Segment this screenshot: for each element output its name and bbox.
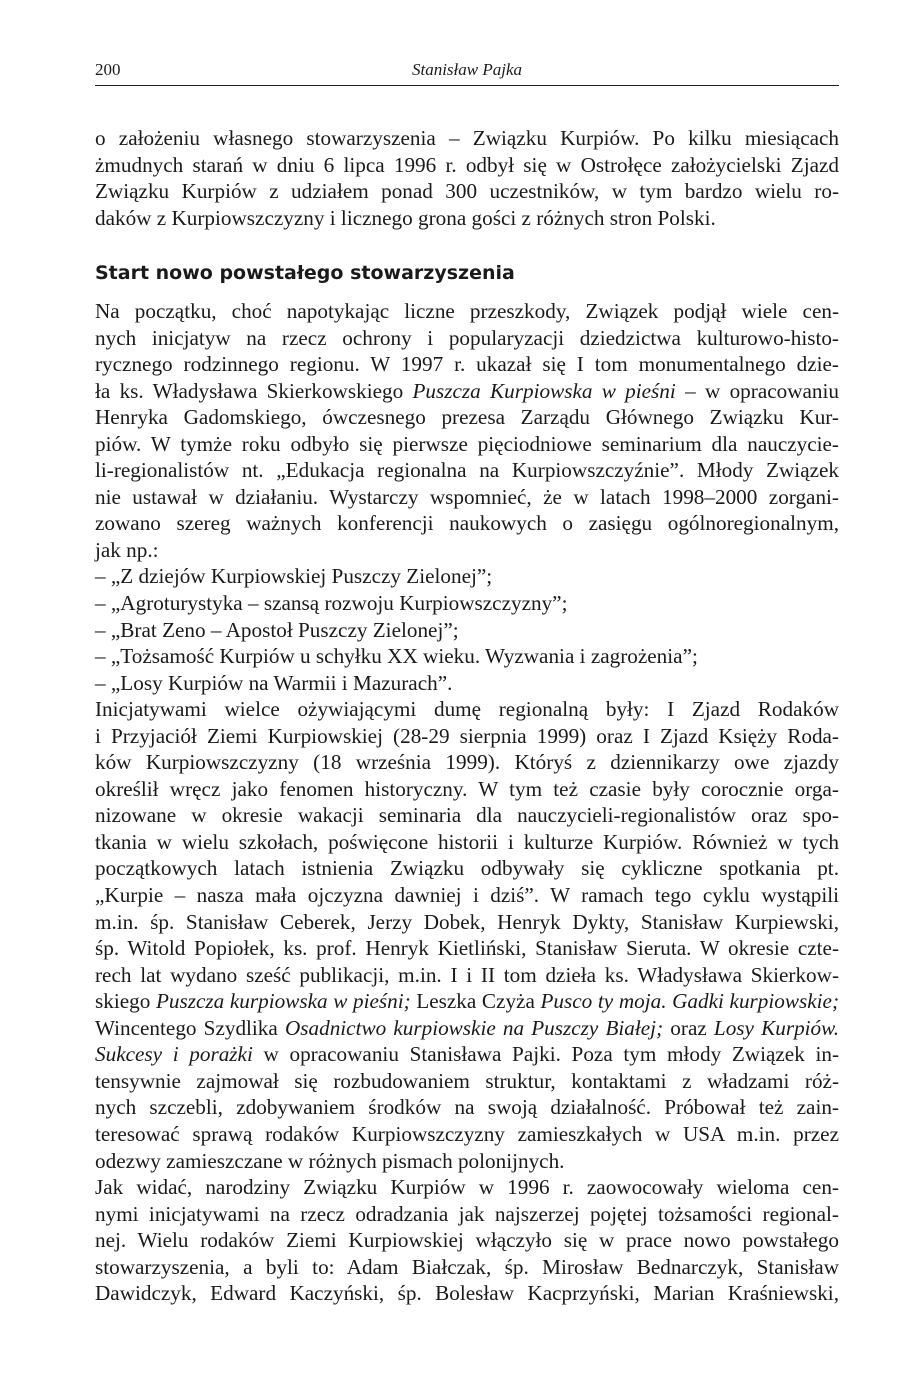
text-run: w opracowaniu Stanisława Pajki. Poza tym młody Związek in- <box>252 1042 840 1067</box>
text-line: Dawidczyk, Edward Kaczyński, śp. Bolesław Kacprzyński, Marian Kraśniewski, <box>95 1281 839 1306</box>
text-line: „Kurpie – nasza mała ojczyzna dawniej i dziś”. W ramach tego cyklu wystąpili <box>95 883 839 908</box>
text-line: Na początku, choć napotykając liczne przeszkody, Związek podjął wiele cen- <box>95 299 839 323</box>
text-line: nej. Wielu rodaków Ziemi Kurpiowskiej włączyło się w prace nowo powstałego <box>95 1228 839 1253</box>
list-item: – „Tożsamość Kurpiów u schyłku XX wieku. Wyzwania i zagrożenia”; <box>95 644 698 669</box>
text-line: zowano szereg ważnych konferencji naukowych o zasięgu ogólnoregionalnym, <box>95 511 839 536</box>
header-rule <box>95 85 839 86</box>
intro-paragraph <box>95 125 839 231</box>
section-heading: Start nowo powstałego stowarzyszenia <box>95 262 515 284</box>
conference-list <box>95 563 839 696</box>
text-run: – w opracowaniu <box>675 378 839 403</box>
book-title: Osadnictwo kurpiowskie na Puszczy Białej; <box>284 1015 664 1040</box>
text-line: śp. Witold Popiołek, ks. prof. Henryk Kietliński, Stanisław Sieruta. W okresie czte- <box>95 936 839 961</box>
book-title: Puszcza kurpiowska w pieśni; <box>155 989 411 1014</box>
text-line: nizowane w okresie wakacji seminaria dla nauczycieli-regionalistów oraz spo- <box>95 803 839 828</box>
text-line: Związku Kurpiów z udziałem ponad 300 uczestników, w tym bardzo wielu ro- <box>95 179 839 204</box>
text-line: i Przyjaciół Ziemi Kurpiowskiej (28-29 sierpnia 1999) oraz I Zjazd Księży Roda- <box>95 723 839 748</box>
text-line: rech lat wydano sześć publikacji, m.in. I i II tom dzieła ks. Władysława Skierkow- <box>95 962 839 987</box>
text-line: m.in. śp. Stanisław Ceberek, Jerzy Dobek, Henryk Dykty, Stanisław Kurpiewski, <box>95 909 839 934</box>
text-line: daków z Kurpiowszczyzny i licznego grona gości z różnych stron Polski. <box>95 205 716 230</box>
text-run: Wincentego Szydlika <box>95 1015 285 1040</box>
text-line: Jak widać, narodziny Związku Kurpiów w 1996 r. zaowocowały wieloma cen- <box>95 1175 839 1200</box>
paragraph-2 <box>95 696 839 1174</box>
text-line: nie ustawał w działaniu. Wystarczy wspomnieć, że w latach 1998–2000 zorgani- <box>95 484 839 509</box>
text-line: jak np.: <box>95 537 159 562</box>
book-title: Pusco ty moja. Gadki kurpiowskie; <box>540 989 839 1014</box>
list-item: – „Losy Kurpiów na Warmii i Mazurach”. <box>95 670 453 695</box>
text-line: tkania w wielu szkołach, poświęcone historii i kulturze Kurpiów. Również w tych <box>95 829 839 854</box>
text-line: o założeniu własnego stowarzyszenia – Związku Kurpiów. Po kilku miesiącach <box>95 126 839 150</box>
text-line: żmudnych starań w dniu 6 lipca 1996 r. odbył się w Ostrołęce założycielski Zjazd <box>95 152 839 177</box>
book-title: Losy Kurpiów. <box>713 1015 840 1040</box>
text-line: teresować sprawą rodaków Kurpiowszczyzny zamieszkałych w USA m.in. przez <box>95 1121 839 1146</box>
book-title: Sukcesy i porażki <box>95 1042 253 1067</box>
text-run: skiego <box>95 989 156 1014</box>
text-run: Leszka Czyża <box>410 989 541 1014</box>
running-title: Stanisław Pajka <box>411 60 523 79</box>
list-item: – „Z dziejów Kurpiowskiej Puszczy Zielonej”; <box>95 564 493 589</box>
text-line: odezwy zamieszczane w różnych pismach polonijnych. <box>95 1148 565 1173</box>
text-line: tensywnie zajmował się rozbudowaniem struktur, kontaktami z władzami róż- <box>95 1068 839 1093</box>
text-line: Inicjatywami wielce ożywiającymi dumę regionalną były: I Zjazd Rodaków <box>95 697 839 722</box>
running-head <box>95 60 839 84</box>
text-line: ków Kurpiowszczyzny (18 września 1999). Któryś z dziennikarzy owe zjazdy <box>95 750 839 775</box>
paragraph-1 <box>95 298 839 563</box>
text-line: nych szczebli, zdobywaniem środków na swoją działalność. Próbował też zain- <box>95 1095 839 1120</box>
body-text <box>95 298 839 1307</box>
text-line: początkowych latach istnienia Związku odbywały się cykliczne spotkania pt. <box>95 856 839 881</box>
paragraph-3 <box>95 1174 839 1307</box>
list-item: – „Brat Zeno – Apostoł Puszczy Zielonej”; <box>95 617 459 642</box>
text-line <box>95 1041 839 1068</box>
text-line: piów. W tymże roku odbyło się pierwsze pięciodniowe seminarium dla nauczycie- <box>95 431 839 456</box>
text-run: ła ks. Władysława Skierkowskiego <box>95 378 404 403</box>
text-line: li-regionalistów nt. „Edukacja regionalna na Kurpiowszczyźnie”. Młody Związek <box>95 458 839 483</box>
book-title: Puszcza Kurpiowska w pieśni <box>412 378 676 403</box>
list-item: – „Agroturystyka – szansą rozwoju Kurpiowszczyzny”; <box>95 591 568 616</box>
text-line: rycznego rodzinnego regionu. W 1997 r. ukazał się I tom monumentalnego dzie- <box>95 352 839 377</box>
text-line: stowarzyszenia, a byli to: Adam Białczak, śp. Mirosław Bednarczyk, Stanisław <box>95 1254 839 1279</box>
text-line: nych inicjatyw na rzecz ochrony i popularyzacji dziedzictwa kulturowo-histo- <box>95 325 839 350</box>
text-line: określił wręcz jako fenomen historyczny. W tym też czasie były corocznie orga- <box>95 776 839 801</box>
text-run: oraz <box>663 1015 714 1040</box>
text-line <box>95 988 839 1015</box>
text-line: Henryka Gadomskiego, ówczesnego prezesa Zarządu Głównego Związku Kur- <box>95 405 839 430</box>
text-line: nymi inicjatywami na rzecz odradzania jak najszerzej pojętej tożsamości regional- <box>95 1201 839 1226</box>
page-number: 200 <box>95 60 121 79</box>
text-line <box>95 378 839 405</box>
text-line <box>95 1015 839 1042</box>
